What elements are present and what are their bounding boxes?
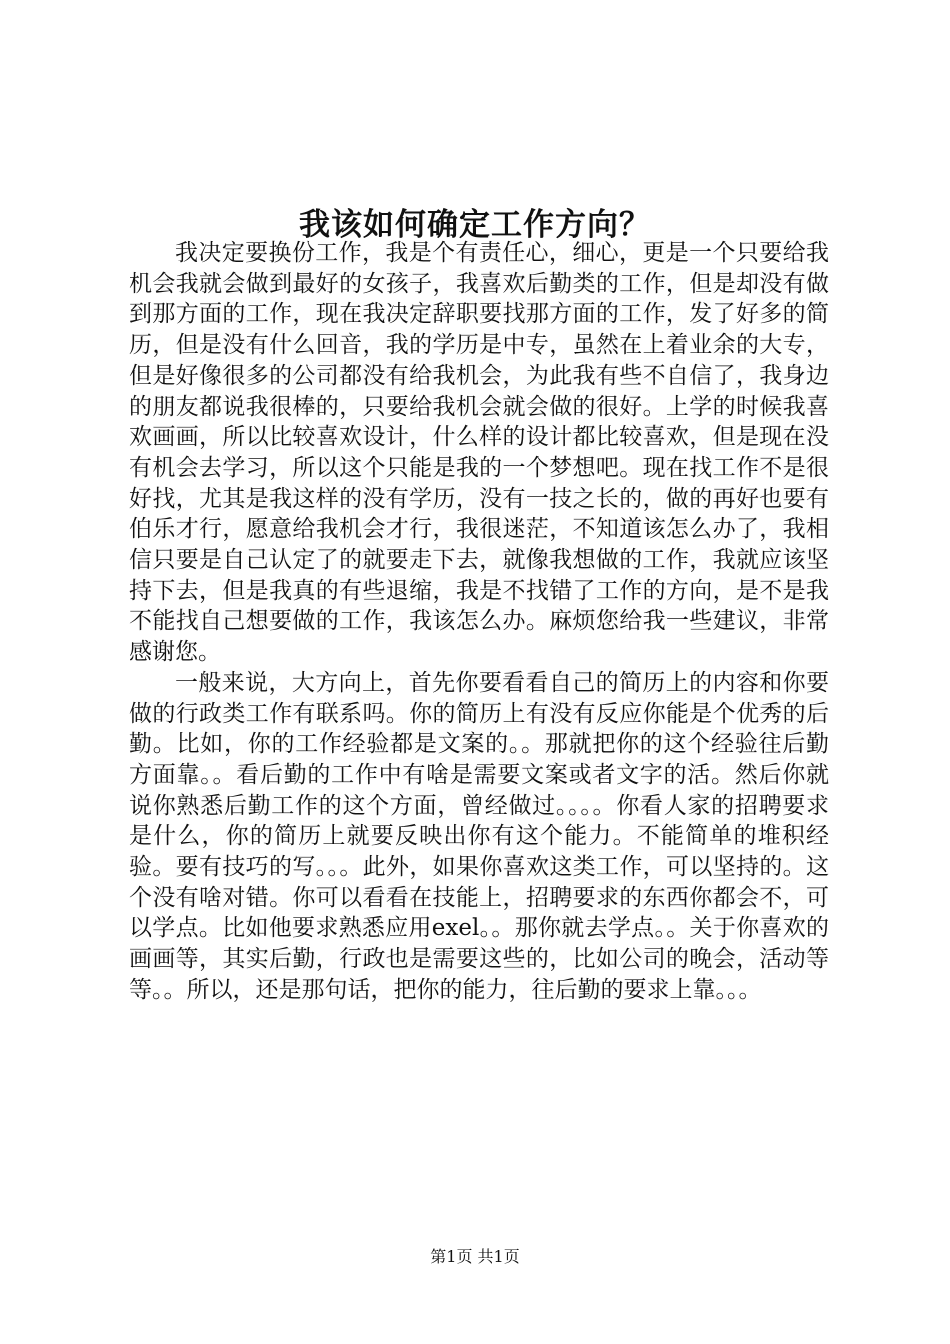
document-body [129, 238, 829, 1006]
document-title: 我该如何确定工作方向？ [299, 206, 651, 243]
page-number-footer: 第1页 共1页 [430, 1247, 520, 1266]
answer-paragraph: 一般来说，大方向上，首先你要看看自己的简历上的内容和你要做的行政类工作有联系吗。你的简历上有没有反应你能是个优秀的后勤。比如，你的工作经验都是文案的。。那就把你的这个经验往后勤方面靠。。看后勤的工作中有啥是需要文案或者文字的活。然后你就说你熟悉后勤工作的这个方面，曾经做过。。。。你看人家的招聘要求是什么，你的简历上就要反映出你有这个能力。不能简单的堆积经验。要有技巧的写。。。此外，如果你喜欢这类工作，可以坚持的。这个没有啥对错。你可以看看在技能上，招聘要求的东西你都会不，可以学点。比如他要求熟悉应用exel。。那你就去学点。。关于你喜欢的画画等，其实后勤，行政也是需要这些的，比如公司的晚会，活动等等。。所以，还是那句话，把你的能力，往后勤的要求上靠。。。 [129, 669, 829, 1003]
question-paragraph: 我决定要换份工作，我是个有责任心，细心，更是一个只要给我机会我就会做到最好的女孩子，我喜欢后勤类的工作，但是却没有做到那方面的工作，现在我决定辞职要找那方面的工作，发了好多的简历，但是没有什么回音，我的学历是中专，虽然在上着业余的大专，但是好像很多的公司都没有给我机会，为此我有些不自信了，我身边的朋友都说我很棒的，只要给我机会就会做的很好。上学的时候我喜欢画画，所以比较喜欢设计，什么样的设计都比较喜欢，但是现在没有机会去学习，所以这个只能是我的一个梦想吧。现在找工作不是很好找，尤其是我这样的没有学历，没有一技之长的，做的再好也要有伯乐才行，愿意给我机会才行，我很迷茫，不知道该怎么办了，我相信只要是自己认定了的就要走下去，就像我想做的工作，我就应该坚持下去，但是我真的有些退缩，我是不找错了工作的方向，是不是我不能找自己想要做的工作，我该怎么办。麻烦您给我一些建议，非常感谢您。 [129, 240, 829, 666]
